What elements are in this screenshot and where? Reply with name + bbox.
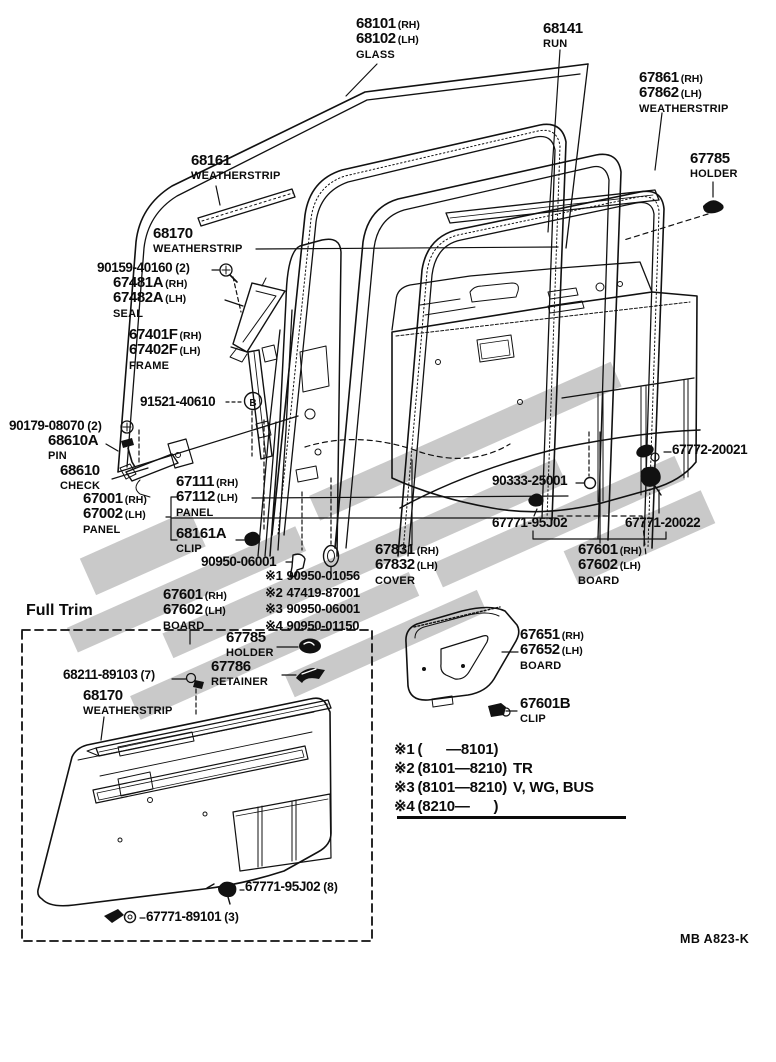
part-number: 67111 [176, 473, 215, 490]
side-suffix: (LH) [397, 34, 419, 46]
model-note-line [394, 740, 594, 759]
part-number: 67602 [578, 556, 618, 573]
part-number: 67002 [83, 505, 123, 522]
label-pin [48, 434, 98, 463]
side-suffix: (RH) [216, 477, 239, 489]
label-fastener-trim-2 [146, 910, 239, 924]
part-number: 67771-20022 [625, 515, 701, 530]
serial-range: ( —8101) [417, 741, 499, 758]
door-top-structure [392, 262, 652, 330]
label-screw-front [97, 261, 190, 275]
side-suffix: (LH) [179, 345, 201, 357]
serial-range: (8101—8210) [417, 760, 508, 777]
holder-icon [703, 182, 724, 213]
label-run [543, 22, 583, 51]
full-trim-panel [38, 698, 331, 906]
label-holder-top [690, 152, 738, 181]
part-number: 67401F [129, 326, 178, 343]
part-number: 67001 [83, 490, 123, 507]
part-name: PIN [48, 449, 67, 462]
quantity: (2) [175, 261, 190, 275]
part-number: 67861 [639, 69, 679, 86]
part-number: 90950-01150 [286, 617, 360, 633]
holder-icon [299, 639, 321, 654]
quantity: (3) [224, 910, 239, 924]
part-number: 67832 [375, 556, 415, 573]
label-fastener-r2 [492, 474, 567, 488]
part-number: 67112 [176, 488, 215, 505]
page-code: MB A823-K [680, 932, 750, 946]
part-number: 67785 [690, 150, 730, 167]
side-suffix: (LH) [204, 605, 226, 617]
side-suffix: (RH) [619, 545, 642, 557]
model-codes: V, WG, BUS [513, 779, 594, 796]
reference-mark: ※4 [265, 617, 283, 633]
part-number: 67771-95J02 [245, 879, 321, 894]
label-glass [356, 17, 420, 62]
part-number: 68101 [356, 15, 396, 32]
note-line [265, 568, 360, 585]
side-suffix: (LH) [416, 560, 438, 572]
part-number: 68170 [83, 687, 123, 704]
part-number: 67785 [226, 629, 266, 646]
part-number: 91521-40610 [140, 394, 216, 409]
clip-icon [528, 494, 543, 507]
label-cover [375, 543, 439, 588]
label-holder-trim [226, 631, 274, 660]
fastener-notes [265, 568, 360, 634]
side-suffix: (RH) [165, 278, 188, 290]
label-fastener-r3 [492, 516, 567, 530]
screw-icon [121, 421, 133, 433]
reference-mark: ※4 [394, 798, 415, 815]
label-fastener-r4 [625, 516, 700, 530]
ring-icon [585, 478, 596, 489]
part-number: 68141 [543, 20, 583, 37]
part-number: 67602 [163, 601, 203, 618]
label-frame [129, 328, 202, 373]
reference-mark: ※1 [394, 741, 415, 758]
part-name: WEATHERSTRIP [191, 169, 281, 182]
part-number: 67651 [520, 626, 560, 643]
model-codes: TR [513, 760, 533, 777]
part-name: RETAINER [211, 675, 269, 688]
door-inner-panel [270, 239, 341, 556]
side-suffix: (LH) [216, 492, 238, 504]
side-suffix: (LH) [680, 88, 702, 100]
label-fastener-trim-1 [245, 880, 338, 894]
part-number: 67771-89101 [146, 909, 222, 924]
clip-icon [207, 882, 236, 904]
clip-icon [104, 909, 136, 923]
model-note-line [394, 759, 594, 778]
part-number: 67601B [520, 695, 571, 712]
side-suffix: (LH) [165, 293, 187, 305]
part-number: 67862 [639, 84, 679, 101]
part-number: 67786 [211, 658, 251, 675]
label-screw-check [9, 419, 102, 433]
label-clip-quarter [520, 697, 570, 726]
part-number: 47419-87001 [286, 584, 360, 600]
part-name: WEATHERSTRIP [83, 704, 173, 717]
part-name: GLASS [356, 48, 395, 61]
notes-underline [397, 816, 626, 819]
outer-weatherstrip-strip [198, 189, 295, 226]
label-board-quarter [520, 628, 584, 673]
label-clip-trim [63, 668, 155, 682]
part-name: CLIP [520, 712, 546, 725]
side-suffix: (LH) [619, 560, 641, 572]
reference-mark: ※2 [265, 584, 283, 600]
label-weatherstrip-outer [191, 154, 281, 183]
part-number: 68170 [153, 225, 193, 242]
quarter-trim-board [406, 607, 519, 707]
label-check [60, 464, 100, 493]
serial-range: (8101—8210) [417, 779, 508, 796]
part-number: 67831 [375, 541, 415, 558]
note-line [265, 618, 360, 635]
part-number: 68102 [356, 30, 396, 47]
part-name: BOARD [163, 619, 205, 632]
retainer-icon [296, 668, 325, 683]
quantity: (7) [140, 668, 156, 682]
side-suffix: (RH) [680, 73, 703, 85]
part-name: COVER [375, 574, 416, 587]
part-number: 90159-40160 [97, 260, 173, 275]
side-suffix: (LH) [124, 509, 146, 521]
quantity: (2) [87, 419, 102, 433]
part-number: 68161 [191, 152, 231, 169]
label-board-left [163, 588, 227, 633]
reference-mark: ※3 [394, 779, 415, 796]
side-suffix: (RH) [561, 630, 584, 642]
part-number: 67652 [520, 641, 560, 658]
part-name: CLIP [176, 542, 202, 555]
side-suffix: (RH) [397, 19, 420, 31]
model-note-line [394, 797, 594, 816]
model-notes [394, 740, 594, 816]
label-weatherstrip-inner [153, 227, 243, 256]
part-number: 68610A [48, 432, 99, 449]
bolt-b-letter: B [249, 398, 257, 409]
part-name: HOLDER [226, 646, 274, 659]
label-bolt [140, 395, 215, 409]
part-number: 68161A [176, 525, 227, 542]
part-name: WEATHERSTRIP [153, 242, 243, 255]
label-weatherstrip-front [639, 71, 729, 116]
part-name: RUN [543, 37, 568, 50]
side-suffix: (RH) [179, 330, 202, 342]
clip-icon [244, 532, 260, 546]
part-number: 67601 [163, 586, 203, 603]
part-name: PANEL [83, 523, 121, 536]
serial-range: (8210— ) [417, 798, 499, 815]
label-clip-hook [201, 555, 276, 569]
part-number: 90179-08070 [9, 418, 85, 433]
part-name: WEATHERSTRIP [639, 102, 729, 115]
label-inner-panel [176, 475, 238, 520]
part-number: 90950-06001 [201, 554, 277, 569]
label-board-right [578, 543, 642, 588]
part-number: 68211-89103 [63, 667, 138, 682]
model-note-line [394, 778, 594, 797]
label-clip-a [176, 527, 226, 556]
side-suffix: (RH) [416, 545, 439, 557]
note-line [265, 585, 360, 602]
label-seal [113, 276, 187, 321]
side-suffix: (RH) [204, 590, 227, 602]
reference-mark: ※1 [265, 568, 283, 583]
label-retainer-trim [211, 660, 268, 689]
window-frame-outline [335, 154, 621, 548]
quantity: (8) [323, 880, 338, 894]
part-name: CHECK [60, 479, 101, 492]
part-name: PANEL [176, 506, 214, 519]
part-number: 67482A [113, 289, 164, 306]
part-name: FRAME [129, 359, 170, 372]
label-fastener-r1 [672, 443, 747, 457]
part-number: 67772-20021 [672, 442, 748, 457]
clip-icon [488, 703, 510, 717]
side-suffix: (RH) [124, 494, 147, 506]
clip-icon [187, 674, 205, 690]
part-number: 90950-06001 [286, 601, 360, 616]
part-number: 68610 [60, 462, 100, 479]
reference-mark: ※2 [394, 760, 415, 777]
full-trim-title: Full Trim [26, 602, 93, 619]
note-line [265, 601, 360, 618]
part-number: 67601 [578, 541, 618, 558]
part-name: BOARD [578, 574, 620, 587]
part-number: 67481A [113, 274, 164, 291]
label-door-panel [83, 492, 147, 537]
part-name: SEAL [113, 307, 144, 320]
part-number: 90950-01056 [286, 568, 360, 583]
label-weatherstrip-trim [83, 689, 173, 718]
part-number: 67402F [129, 341, 178, 358]
part-name: HOLDER [690, 167, 738, 180]
reference-mark: ※3 [265, 601, 283, 616]
part-number: 67771-95J02 [492, 515, 568, 530]
part-number: 90333-25001 [492, 473, 568, 488]
screw-icon [220, 264, 237, 282]
side-suffix: (LH) [561, 645, 583, 657]
part-name: BOARD [520, 659, 562, 672]
